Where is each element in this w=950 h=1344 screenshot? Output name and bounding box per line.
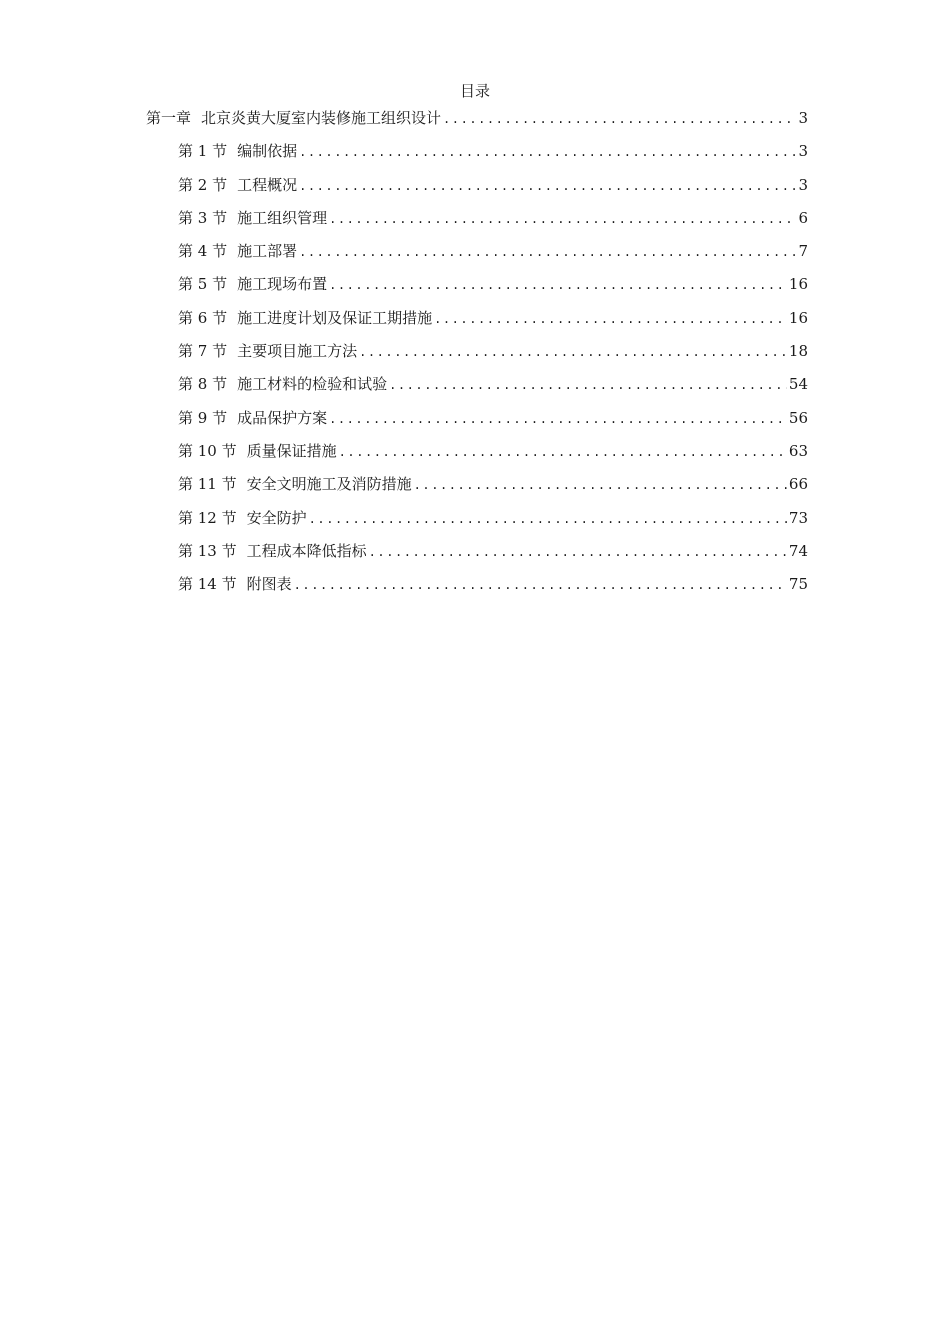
dot-leader [309,508,787,530]
toc-entry-section-14[interactable] [146,573,808,606]
toc-page-number: 56 [788,408,808,427]
toc-entry-label: 第 1 节 编制依据 [178,142,298,161]
dot-leader [434,308,787,330]
toc-page-number: 3 [798,109,808,127]
dot-leader [369,541,787,563]
toc-entry-section-1[interactable] [146,140,808,173]
toc-entry-section-3[interactable] [146,207,808,240]
toc-entry-label: 第 2 节 工程概况 [178,175,298,194]
toc-entry-label: 第 6 节 施工进度计划及保证工期措施 [178,308,433,327]
toc-entry-label: 第 8 节 施工材料的检验和试验 [178,375,388,394]
toc-entry-section-13[interactable] [146,540,808,573]
dot-leader [414,474,787,496]
toc-entry-label: 第一章 北京炎黄大厦室内装修施工组织设计 [146,109,442,127]
toc-page-number: 16 [788,308,808,327]
toc-entry-section-12[interactable] [146,507,808,540]
dot-leader [329,408,787,430]
toc-entry-label: 第 10 节 质量保证措施 [178,441,337,460]
toc-entry-label: 第 9 节 成品保护方案 [178,408,328,427]
toc-page-number: 75 [788,575,808,594]
toc-page-number: 63 [788,441,808,460]
dot-leader [329,274,787,296]
dot-leader [294,574,787,596]
toc-entry-section-10[interactable] [146,440,808,473]
toc-entry-label: 第 12 节 安全防护 [178,508,307,527]
dot-leader [359,341,787,363]
toc-page-number: 74 [788,541,808,560]
toc-page-number: 7 [798,242,808,261]
toc-entry-label: 第 14 节 附图表 [178,575,292,594]
toc-entry-label: 第 11 节 安全文明施工及消防措施 [178,475,412,494]
toc-entry-section-11[interactable] [146,473,808,506]
toc-page-number: 18 [788,342,808,361]
dot-leader [443,108,796,130]
toc-title: 目录 [459,82,490,100]
table-of-contents [146,107,808,606]
toc-entry-section-8[interactable] [146,373,808,406]
toc-entry-label: 第 3 节 施工组织管理 [178,208,328,227]
dot-leader [389,374,787,396]
dot-leader [339,441,787,463]
toc-entry-section-7[interactable] [146,340,808,373]
dot-leader [299,241,796,263]
toc-entry-section-9[interactable] [146,407,808,440]
toc-entry-section-4[interactable] [146,240,808,273]
toc-entry-label: 第 5 节 施工现场布置 [178,275,328,294]
toc-page-number: 16 [788,275,808,294]
toc-entry-section-2[interactable] [146,174,808,207]
toc-entry-label: 第 4 节 施工部署 [178,242,298,261]
dot-leader [299,175,796,197]
toc-page-number: 73 [788,508,808,527]
toc-entry-label: 第 7 节 主要项目施工方法 [178,342,358,361]
dot-leader [299,141,796,163]
toc-entry-label: 第 13 节 工程成本降低指标 [178,541,367,560]
toc-entry-chapter-1[interactable] [146,107,808,140]
toc-entry-section-5[interactable] [146,273,808,306]
toc-page-number: 66 [788,475,808,494]
toc-page-number: 3 [798,142,808,161]
dot-leader [329,208,796,230]
toc-page-number: 3 [798,175,808,194]
toc-page-number: 54 [788,375,808,394]
toc-page-number: 6 [798,208,808,227]
toc-entry-section-6[interactable] [146,307,808,340]
